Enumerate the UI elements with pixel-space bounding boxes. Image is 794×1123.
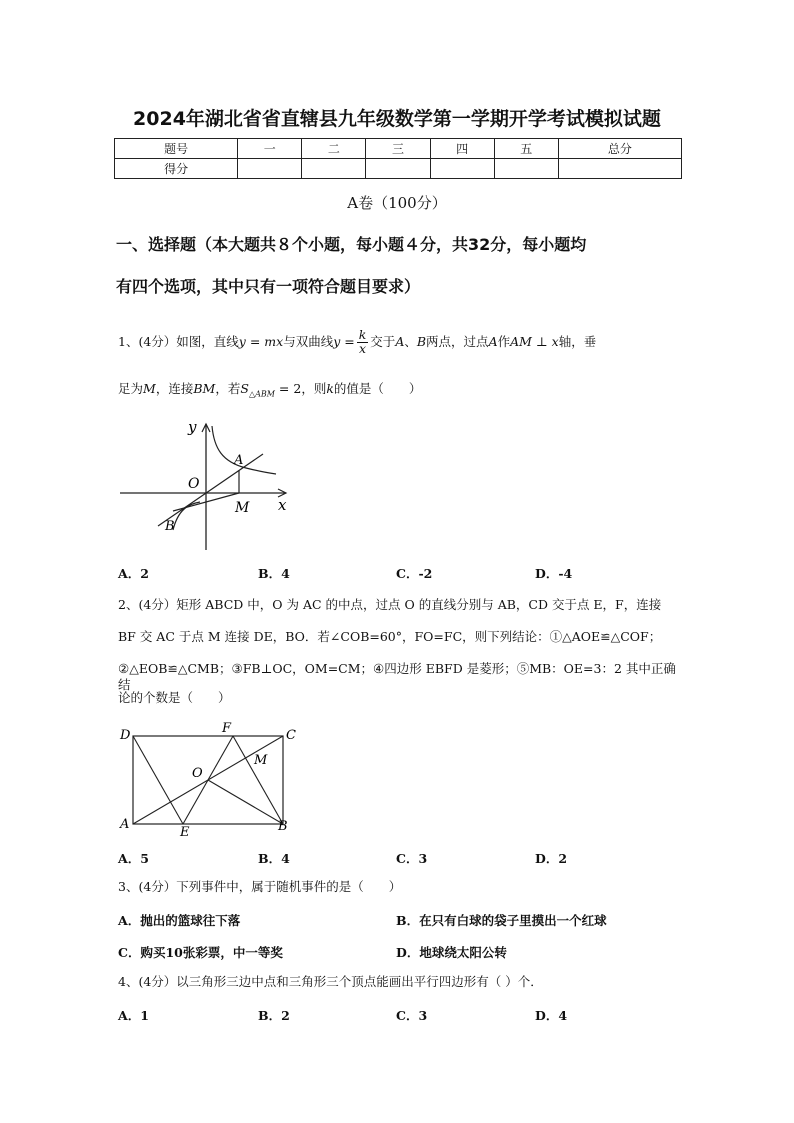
table-cell: 二 [302,139,366,159]
label-o: O [188,476,200,492]
segment-de [133,736,183,824]
table-cell: 三 [366,139,430,159]
empty-score-cell[interactable] [494,159,558,179]
label-m: M [254,753,268,768]
label-a: A [234,453,244,468]
q2-option-c[interactable]: C．3 [396,851,428,866]
section-heading-line2: 有四个选项，其中只有一项符合题目要求） [116,277,421,296]
label-b: B [278,819,288,834]
segment-bo [208,780,283,824]
segment-bf [233,736,283,824]
score-table-score-row [115,159,682,179]
empty-score-cell[interactable] [558,159,681,179]
label-c: C [286,728,296,743]
q1-line1: 1、(4分）如图，直线 y = mx 与双曲线 y = $\frac{k}{x}$ 交于 A 、 B 两点，过点 A 作 AM ⊥ x 轴，垂 [118,327,597,356]
exam-title: 2024年湖北省省直辖县九年级数学第一学期开学考试模拟试题 [133,108,661,130]
paper-part-label: A卷（100分） [347,194,447,212]
label-d: D [120,728,131,743]
label-m: M [235,500,250,516]
q4-option-c[interactable]: C．3 [396,1008,428,1023]
q2-option-b[interactable]: B．4 [258,851,290,866]
q3-option-a[interactable]: A．抛出的篮球往下落 [118,913,241,928]
table-cell: 总分 [558,139,681,159]
q2-line4: 论的个数是（ ） [118,690,231,705]
q3-stem: 3、(4分）下列事件中，属于随机事件的是（ ） [118,879,402,894]
label-b: B [165,519,175,534]
label-x: x [278,496,287,514]
q1-option-b[interactable]: B．4 [258,566,290,581]
label-e: E [180,825,190,838]
q1-option-a[interactable]: A．2 [118,566,149,581]
empty-score-cell[interactable] [302,159,366,179]
fraction-k-over-x: $\frac{k}{x}$ [358,327,367,356]
empty-score-cell[interactable] [238,159,302,179]
q4-option-d[interactable]: D．4 [535,1008,568,1023]
q3-option-c[interactable]: C．购买10张彩票，中一等奖 [118,945,283,960]
empty-score-cell[interactable] [366,159,430,179]
q1-option-c[interactable]: C．-2 [396,566,433,581]
table-cell: 五 [494,139,558,159]
label-a: A [120,817,130,832]
label-f: F [222,722,232,736]
q1-line2: 足为M，连接BM，若$S_{\triangle ABM} = 2$，则k的值是（ ） [118,381,422,399]
q2-option-d[interactable]: D．2 [535,851,568,866]
q3-option-b[interactable]: B．在只有白球的袋子里摸出一个红球 [396,913,607,928]
q4-option-a[interactable]: A．1 [118,1008,149,1023]
q2-line3: ②△EOB≌△CMB；③FB⊥OC，OM=CM；④四边形 EBFD 是菱形；⑤MB：OE=3：2 其中正确结 [118,661,676,693]
table-cell: 得分 [115,159,238,179]
table-cell: 一 [238,139,302,159]
q2-line1: 2、(4分）矩形 ABCD 中，O 为 AC 的中点，过点 O 的直线分别与 AB，CD 交于点 E，F，连接 [118,597,662,612]
q2-line2: BF 交 AC 于点 M 连接 DE，BO．若∠COB=60°，FO=FC，则下列结论：①△AOE≌△COF； [118,629,662,644]
table-cell: 四 [430,139,494,159]
score-table-header-row [115,139,682,159]
q2-option-a[interactable]: A．5 [118,851,149,866]
q3-option-d[interactable]: D．地球绕太阳公转 [396,945,507,960]
q1-figure [118,418,304,554]
q4-stem: 4、(4分）以三角形三边中点和三角形三个顶点能画出平行四边形有（ ）个． [118,974,543,989]
label-o: O [192,766,203,781]
q2-figure [118,722,304,838]
table-cell: 题号 [115,139,238,159]
label-y: y [188,418,197,436]
empty-score-cell[interactable] [430,159,494,179]
q4-option-b[interactable]: B．2 [258,1008,290,1023]
q1-option-d[interactable]: D．-4 [535,566,573,581]
score-table [114,138,682,179]
section-heading-line1: 一、选择题（本大题共８个小题，每小题４分，共32分，每小题均 [116,235,587,254]
